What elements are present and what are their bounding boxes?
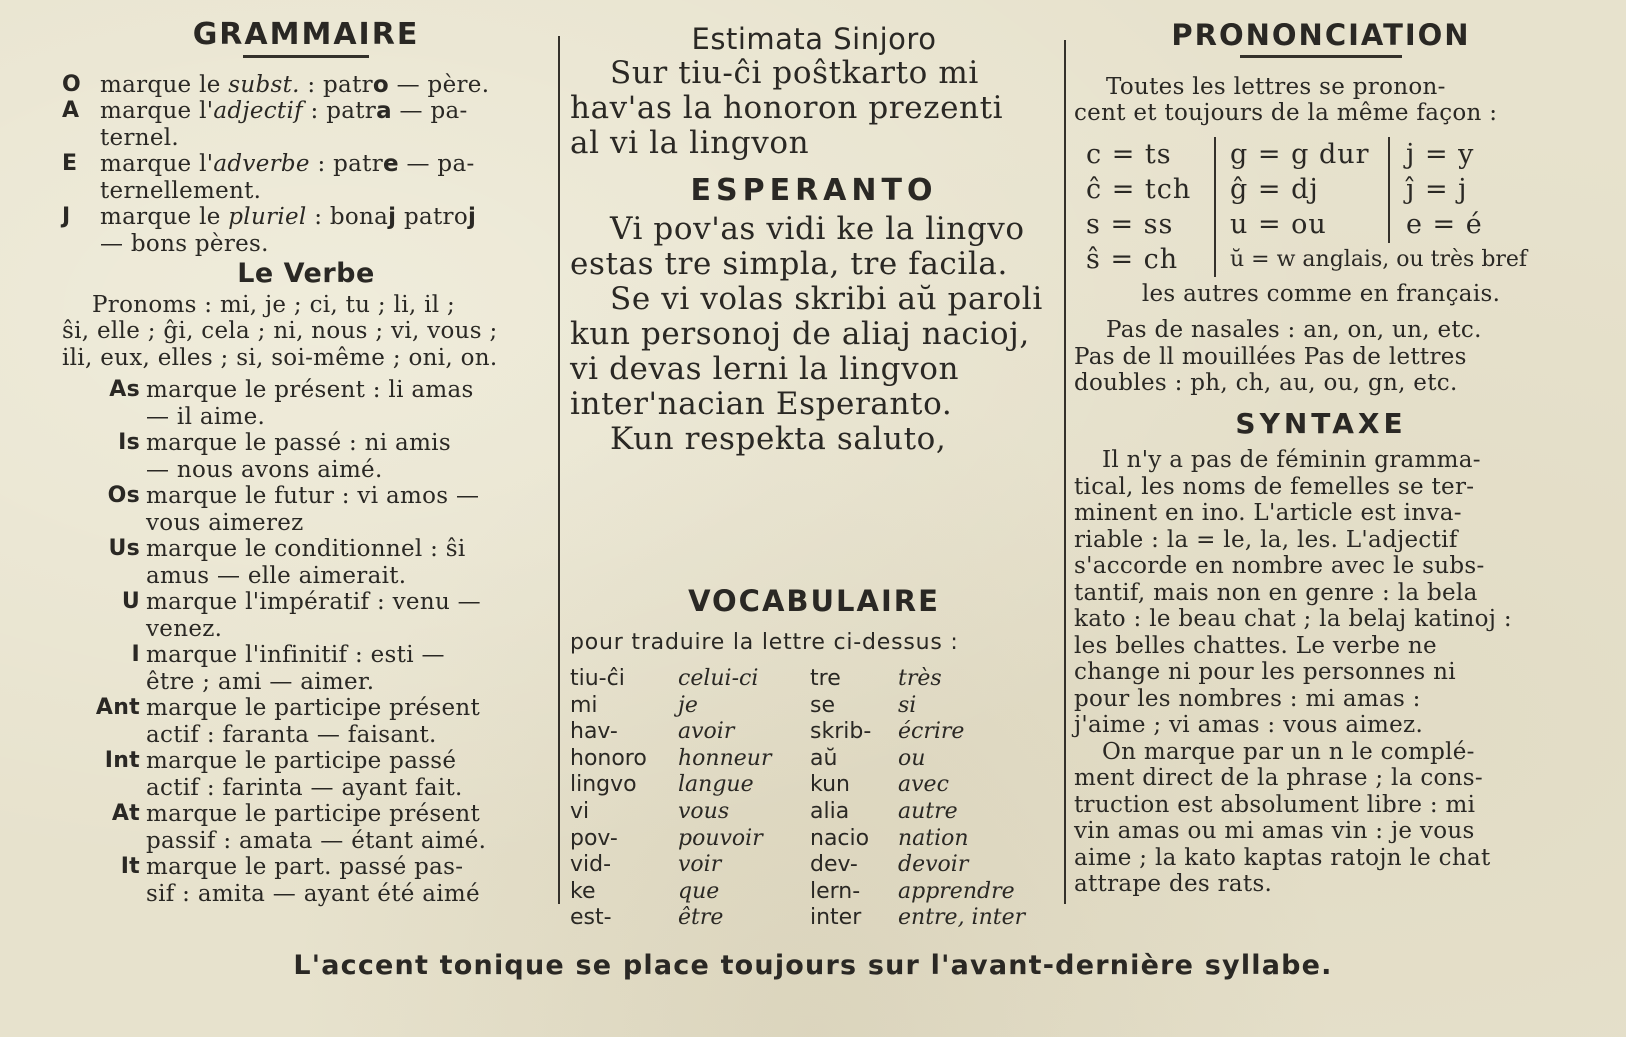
verbe-line: marque le présent : li amas <box>146 377 474 403</box>
vocabulaire-word: vid- <box>570 852 612 878</box>
grammaire-term: adjectif <box>213 98 303 124</box>
vocabulaire-word: nacio <box>810 825 870 851</box>
vocabulaire-word: lern- <box>810 878 861 904</box>
syntaxe-line: les belles chattes. Le verbe ne <box>1074 632 1437 659</box>
letter-line: Se vi volas skribi aŭ paroli <box>610 281 1043 317</box>
grammaire-title: GRAMMAIRE <box>192 17 420 52</box>
grammaire-text: : bona <box>306 204 389 230</box>
verbe-row <box>62 695 550 748</box>
grammaire-definition <box>100 204 550 257</box>
vocabulaire-word: ke <box>570 878 596 904</box>
verbe-row <box>62 748 550 801</box>
vocabulaire-table <box>570 666 1058 932</box>
syntaxe-line: vin amas ou mi amas vin : je vous <box>1074 818 1475 844</box>
vocabulaire-translation: autre <box>898 798 958 824</box>
pronoms-line: Pronoms : mi, je ; ci, tu ; li, il ; <box>92 291 456 318</box>
prononciation-note: Pas de ll mouillées Pas de lettres <box>1074 343 1467 370</box>
column-divider-left <box>558 36 560 904</box>
grammaire-text: marque l' <box>100 98 214 124</box>
vocabulaire-word: pov- <box>570 825 618 851</box>
letter-column <box>570 22 1058 931</box>
verbe-definition <box>146 854 550 907</box>
verbe-line: sif : amita — ayant été aimé <box>146 880 480 907</box>
syntaxe-line: riable : la = le, la, les. L'adjectif <box>1074 526 1458 553</box>
grammaire-text: — pa- <box>398 151 475 177</box>
syntaxe-line: change ni pour les personnes ni <box>1074 659 1456 685</box>
syntaxe-line: On marque par un n le complé- <box>1102 738 1475 765</box>
verbe-row <box>62 483 550 536</box>
vocabulaire-row <box>570 746 1058 773</box>
vocabulaire-row <box>570 666 1058 693</box>
grammaire-row <box>62 72 550 99</box>
vocabulaire-word: tre <box>810 666 841 691</box>
grammaire-key: A <box>62 98 80 123</box>
verbe-line: passif : amata — étant aimé. <box>146 827 487 854</box>
verbe-ending: Us <box>108 536 140 561</box>
vocabulaire-translation: apprendre <box>898 878 1015 904</box>
vocabulaire-translation: être <box>678 905 724 931</box>
alphabet-col-3 <box>1388 137 1483 243</box>
verbe-line: marque le conditionnel : ŝi <box>146 536 466 562</box>
verbe-row <box>62 854 550 907</box>
grammaire-ending: a <box>376 98 392 124</box>
verbe-line: marque le participe passé <box>146 748 457 774</box>
vocabulaire-translation: entre, inter <box>898 905 1026 931</box>
verbe-row <box>62 589 550 642</box>
vocabulaire-translation: si <box>898 692 917 718</box>
verbe-row <box>62 430 550 483</box>
vocabulaire-word: mi <box>570 692 598 718</box>
letter-line: Kun respekta saluto, <box>610 421 947 457</box>
vocabulaire-translation: vous <box>678 798 730 824</box>
syntaxe-line: kato : le beau chat ; la belaj katinoj : <box>1074 606 1512 632</box>
grammaire-key: J <box>62 204 71 229</box>
grammaire-term: pluriel <box>228 204 307 230</box>
vocabulaire-word: dev- <box>810 852 858 878</box>
grammaire-ending: o <box>372 71 390 98</box>
vocabulaire-translation: très <box>898 666 942 691</box>
grammaire-text: patro <box>396 204 468 230</box>
grammaire-line <box>100 125 550 152</box>
prononciation-underline <box>1240 55 1402 58</box>
verbe-ending: U <box>121 589 140 614</box>
prononciation-column <box>1074 18 1568 898</box>
prononciation-others: les autres comme en français. <box>1141 280 1501 307</box>
grammaire-ending: j <box>388 204 397 230</box>
syntaxe-line: attrape des rats. <box>1074 871 1273 897</box>
verbe-line: marque l'impératif : venu — <box>146 589 481 615</box>
vocabulaire-translation: avoir <box>678 719 735 745</box>
verbe-ending: It <box>120 854 140 879</box>
letter-line: Vi pov'as vidi ke la lingvo <box>610 211 1025 247</box>
vocabulaire-word: kun <box>810 772 850 798</box>
alphabet-cell: u = ou <box>1230 208 1327 240</box>
vocabulaire-title: VOCABULAIRE <box>688 584 940 618</box>
vocabulaire-word: hav- <box>570 719 618 745</box>
syntaxe-line: Il n'y a pas de féminin gramma- <box>1102 447 1481 473</box>
verbe-line: — il aime. <box>146 403 266 430</box>
vocabulaire-word: honoro <box>570 745 647 771</box>
vocabulaire-row <box>570 826 1058 853</box>
grammaire-definition <box>100 72 550 99</box>
vocabulaire-translation: écrire <box>898 719 965 745</box>
vocabulaire-row <box>570 772 1058 799</box>
vocabulaire-row <box>570 879 1058 906</box>
vocabulaire-translation: voir <box>678 852 722 878</box>
grammaire-line <box>100 72 550 99</box>
grammaire-underline <box>243 55 369 58</box>
letter-line: al vi la lingvon <box>570 125 810 161</box>
alphabet-cell: c = ts <box>1086 138 1172 170</box>
verbe-definition <box>146 430 550 483</box>
alphabet-col-1 <box>1074 137 1214 277</box>
accent-tonique-footer: L'accent tonique se place toujours sur l'avant-dernière syllabe. <box>293 950 1333 981</box>
letter-line: hav'as la honoron prezenti <box>570 90 1004 126</box>
verbe-line: marque le participe présent <box>146 695 481 721</box>
verbe-ending: I <box>131 642 140 667</box>
alphabet-cell: ĝ = dj <box>1230 173 1319 205</box>
verbe-row <box>62 642 550 695</box>
syntaxe-line: tical, les noms de femelles se ter- <box>1074 473 1475 500</box>
syntaxe-title: SYNTAXE <box>1235 406 1407 440</box>
prononciation-intro-line: cent et toujours de la même façon : <box>1074 100 1498 126</box>
column-divider-right <box>1064 40 1066 904</box>
grammaire-text: — pa- <box>391 98 468 124</box>
verbe-line: actif : faranta — faisant. <box>146 721 437 748</box>
verbe-ending: As <box>109 377 140 402</box>
grammaire-text: ternellement. <box>100 177 262 204</box>
grammaire-key: O <box>62 71 82 97</box>
grammaire-text: marque le <box>100 71 229 98</box>
vocabulaire-row <box>570 719 1058 746</box>
verbe-definition <box>146 801 550 854</box>
grammaire-line <box>100 178 550 205</box>
grammaire-line <box>100 98 550 125</box>
syntaxe-line: pour les nombres : mi amas : <box>1074 685 1421 712</box>
syntaxe-line: minent en ino. L'article est inva- <box>1074 500 1462 526</box>
vocabulaire-word: inter <box>810 905 862 931</box>
grammaire-text: — bons pères. <box>100 230 269 257</box>
verbe-ending: At <box>111 801 140 826</box>
letter-line: inter'nacian Esperanto. <box>570 386 953 422</box>
verbe-row <box>62 801 550 854</box>
alphabet-cell: g = g dur <box>1230 138 1370 170</box>
vocabulaire-word: alia <box>810 798 850 824</box>
grammaire-column <box>62 17 550 907</box>
vocabulaire-row <box>570 799 1058 826</box>
vocabulaire-translation: ou <box>898 745 926 771</box>
verbe-line: venez. <box>146 615 223 642</box>
verbe-line: marque le part. passé pas- <box>146 854 464 880</box>
vocabulaire-translation: devoir <box>898 852 969 878</box>
grammaire-text: marque l' <box>100 151 214 177</box>
vocabulaire-word: est- <box>570 905 612 931</box>
vocabulaire-translation: pouvoir <box>678 825 763 851</box>
verbe-definition <box>146 695 550 748</box>
vocabulaire-word: tiu-ĉi <box>570 666 625 691</box>
grammaire-definition <box>100 151 550 204</box>
grammaire-definition <box>100 98 550 151</box>
alphabet-cell: e = é <box>1406 208 1483 240</box>
letter-line: kun personoj de aliaj nacioj, <box>570 316 1030 352</box>
grammaire-row <box>62 151 550 204</box>
verbe-line: actif : farinta — ayant fait. <box>146 774 463 801</box>
syntaxe-line: ment direct de la phrase ; la cons- <box>1074 765 1483 791</box>
verbe-definition <box>146 642 550 695</box>
vocabulaire-translation: celui-ci <box>678 666 759 691</box>
grammaire-text: ternel. <box>100 124 180 151</box>
grammaire-ending: j <box>467 204 477 230</box>
letter-line: vi devas lerni la lingvon <box>570 351 960 387</box>
letter-line: Sur tiu-ĉi poŝtkarto mi <box>610 55 979 91</box>
verbe-definition <box>146 748 550 801</box>
verbe-line: amus — elle aimerait. <box>146 562 407 589</box>
letter-line: estas tre simpla, tre facila. <box>570 246 1008 282</box>
syntaxe-line: s'accorde en nombre avec le subs- <box>1074 553 1485 579</box>
vocabulaire-row <box>570 693 1058 720</box>
syntaxe-line: truction est absolument libre : mi <box>1074 791 1476 818</box>
vocabulaire-translation: que <box>678 878 720 904</box>
vocabulaire-translation: avec <box>898 772 949 798</box>
verbe-rows <box>62 377 550 907</box>
verbe-row <box>62 536 550 589</box>
grammaire-line <box>100 231 550 258</box>
alphabet-cell: s = ss <box>1086 208 1174 240</box>
alphabet-cell: j = y <box>1406 138 1475 170</box>
pronoms-line: ili, eux, elles ; si, soi-même ; oni, on. <box>62 344 498 371</box>
grammaire-row <box>62 204 550 257</box>
alphabet-cell: ĉ = tch <box>1086 173 1192 205</box>
grammaire-text: — père. <box>389 71 490 98</box>
grammaire-line <box>100 151 550 178</box>
vocabulaire-translation: nation <box>898 825 969 851</box>
vocabulaire-translation: langue <box>678 772 754 798</box>
grammaire-text: : patr <box>302 98 377 124</box>
syntaxe-paragraph-1 <box>1074 447 1568 739</box>
verbe-title: Le Verbe <box>237 258 375 289</box>
verbe-line: être ; ami — aimer. <box>146 668 375 695</box>
vocabulaire-word: aŭ <box>810 745 838 771</box>
grammaire-term: adverbe <box>213 151 310 177</box>
verbe-line: marque le futur : vi amos — <box>146 483 480 509</box>
verbe-row <box>62 377 550 430</box>
vocabulaire-word: vi <box>570 798 590 824</box>
vocabulaire-word: lingvo <box>570 772 637 798</box>
grammaire-text: : patr <box>309 151 383 177</box>
verbe-ending: Os <box>107 483 140 508</box>
verbe-ending: Is <box>118 430 140 455</box>
grammaire-text: : patr <box>299 71 373 98</box>
grammaire-key: E <box>62 151 78 176</box>
verbe-definition <box>146 536 550 589</box>
syntaxe-paragraph-2 <box>1074 739 1568 898</box>
vocabulaire-word: se <box>810 692 835 718</box>
verbe-line: marque l'infinitif : esti — <box>146 642 445 668</box>
grammaire-rows <box>62 72 550 258</box>
letter-bottom <box>570 212 1058 457</box>
verbe-definition <box>146 377 550 430</box>
pronoms-line: ŝi, elle ; ĝi, cela ; ni, nous ; vi, vous ; <box>62 318 498 344</box>
verbe-line: vous aimerez <box>146 509 304 536</box>
prononciation-note: doubles : ph, ch, au, ou, gn, etc. <box>1074 370 1458 396</box>
syntaxe-line: j'aime ; vi amas : vous aimez. <box>1074 712 1424 738</box>
vocabulaire-row <box>570 905 1058 932</box>
prononciation-title: PRONONCIATION <box>1171 18 1471 52</box>
syntaxe-line: tantif, mais non en genre : la bela <box>1074 579 1478 606</box>
grammaire-row <box>62 98 550 151</box>
esperanto-title: ESPERANTO <box>690 173 938 208</box>
prononciation-note: Pas de nasales : an, on, un, etc. <box>1106 317 1482 343</box>
verbe-line: marque le passé : ni amis <box>146 430 451 456</box>
grammaire-ending: e <box>383 151 399 177</box>
prononciation-intro-line: Toutes les lettres se pronon- <box>1106 73 1446 100</box>
vocabulaire-translation: je <box>678 692 698 718</box>
grammaire-text: marque le <box>100 204 229 230</box>
verbe-line: — nous avons aimé. <box>146 456 383 483</box>
vocabulaire-word: skrib- <box>810 719 872 745</box>
verbe-definition <box>146 483 550 536</box>
verbe-ending: Ant <box>95 695 140 720</box>
alphabet-cell: ĵ = j <box>1406 173 1468 205</box>
pronoms-block <box>62 292 550 372</box>
syntaxe-line: aime ; la kato kaptas ratojn le chat <box>1074 844 1491 871</box>
grammaire-line <box>100 204 550 231</box>
verbe-line: marque le participe présent <box>146 801 481 827</box>
vocabulaire-row <box>570 852 1058 879</box>
alphabet-table <box>1074 137 1568 277</box>
letter-salutation: Estimata Sinjoro <box>691 22 937 56</box>
vocabulaire-translation: honneur <box>678 745 772 771</box>
letter-top <box>570 56 1058 161</box>
verbe-definition <box>146 589 550 642</box>
verbe-ending: Int <box>104 748 140 773</box>
alphabet-cell: ŝ = ch <box>1086 243 1179 275</box>
grammaire-term: subst. <box>228 71 300 98</box>
alphabet-cell: ŭ = w anglais, ou très bref <box>1230 246 1528 272</box>
vocabulaire-intro: pour traduire la lettre ci-dessus : <box>570 630 959 655</box>
